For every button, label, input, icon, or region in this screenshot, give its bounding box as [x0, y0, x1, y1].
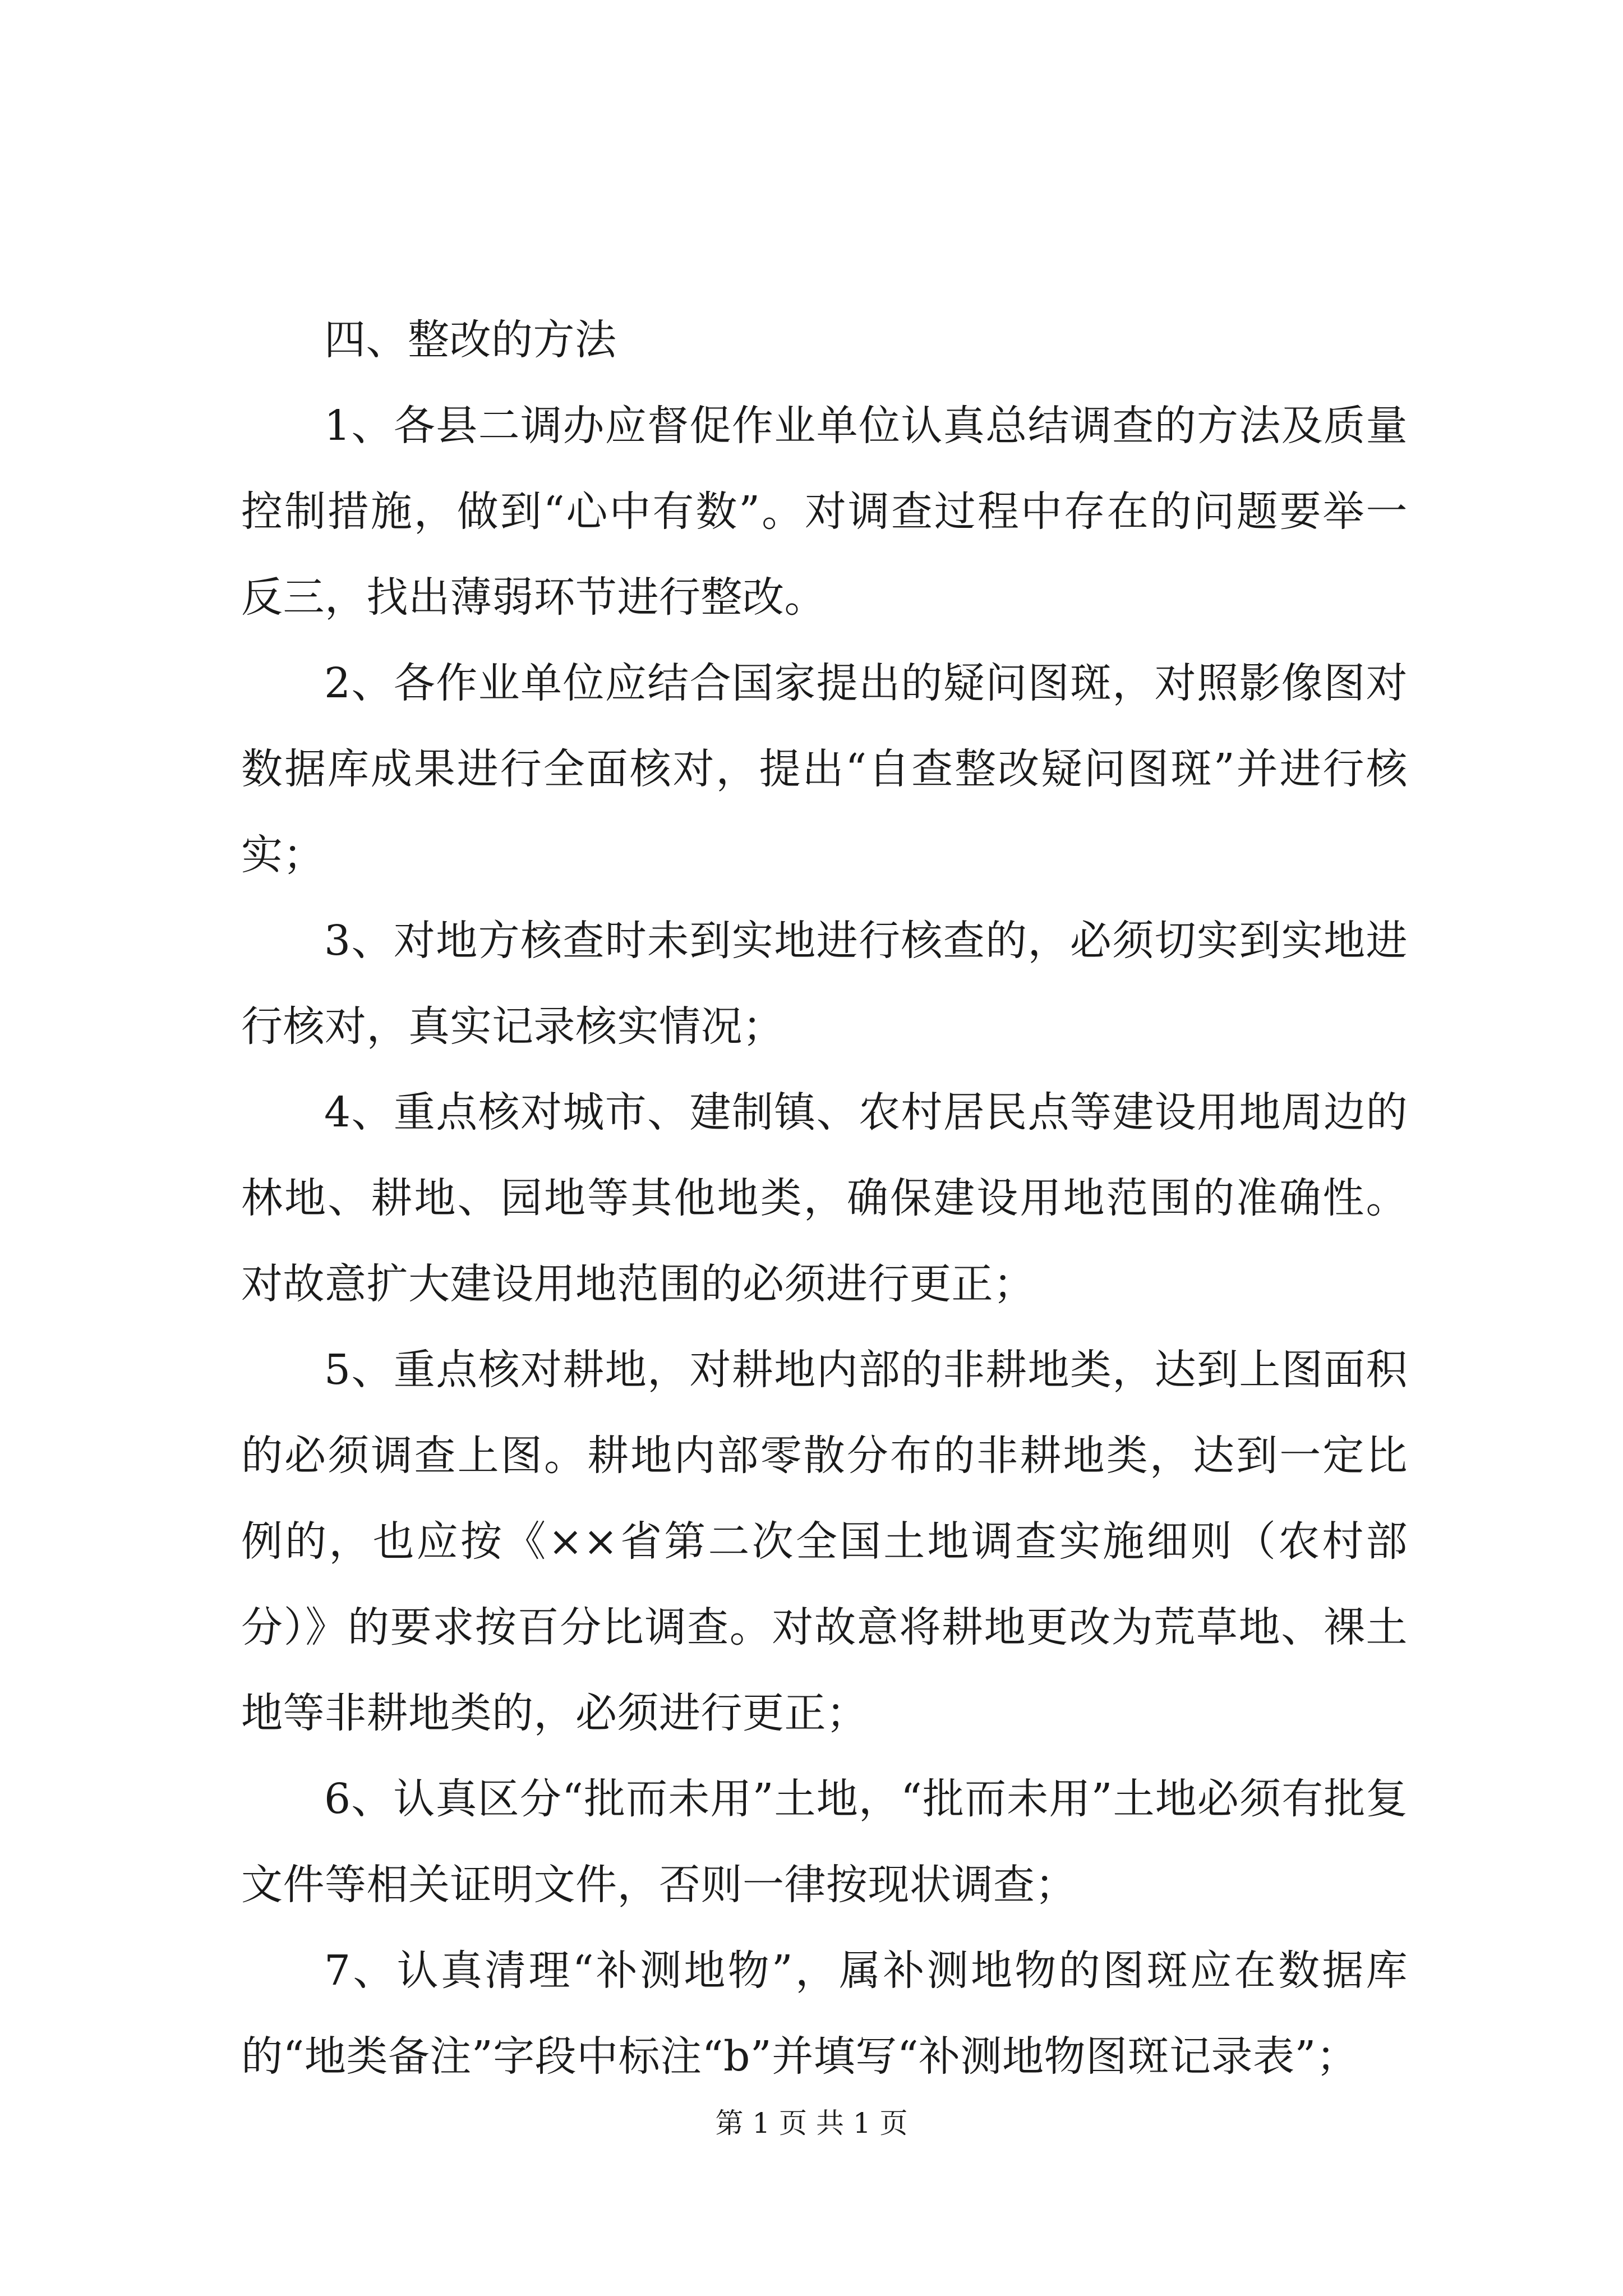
paragraph-6: 6、认真区分“批而未用”土地，“批而未用”土地必须有批复文件等相关证明文件，否则一律按现状调查； — [241, 1775, 1408, 1909]
paragraph-2: 2、各作业单位应结合国家提出的疑问图斑，对照影像图对数据库成果进行全面核对，提出“自查整改疑问图斑”并进行核实； — [241, 659, 1408, 879]
section-heading: 四、整改的方法 — [324, 316, 617, 364]
paragraph-7: 7、认真清理“补测地物”，属补测地物的图斑应在数据库的“地类备注”字段中标注“b”并填写“补测地物图斑记录表”； — [241, 1947, 1408, 2081]
paragraph-4: 4、重点核对城市、建制镇、农村居民点等建设用地周边的林地、耕地、园地等其他地类，确保建设用地范围的准确性。对故意扩大建设用地范围的必须进行更正； — [241, 1088, 1408, 1308]
paragraph-3: 3、对地方核查时未到实地进行核查的，必须切实到实地进行核对，真实记录核实情况； — [241, 917, 1408, 1051]
paragraph-1: 1、各县二调办应督促作业单位认真总结调查的方法及质量控制措施，做到“心中有数”。对调查过程中存在的问题要举一反三，找出薄弱环节进行整改。 — [241, 402, 1408, 622]
document-body — [241, 297, 1408, 2100]
page-footer: 第 1 页 共 1 页 — [715, 2107, 908, 2139]
paragraph-5: 5、重点核对耕地，对耕地内部的非耕地类，达到上图面积的必须调查上图。耕地内部零散分布的非耕地类，达到一定比例的，也应按《××省第二次全国土地调查实施细则（农村部分）》的要求按百分比调查。对故意将耕地更改为荒草地、裸土地等非耕地类的，必须进行更正； — [241, 1346, 1408, 1737]
